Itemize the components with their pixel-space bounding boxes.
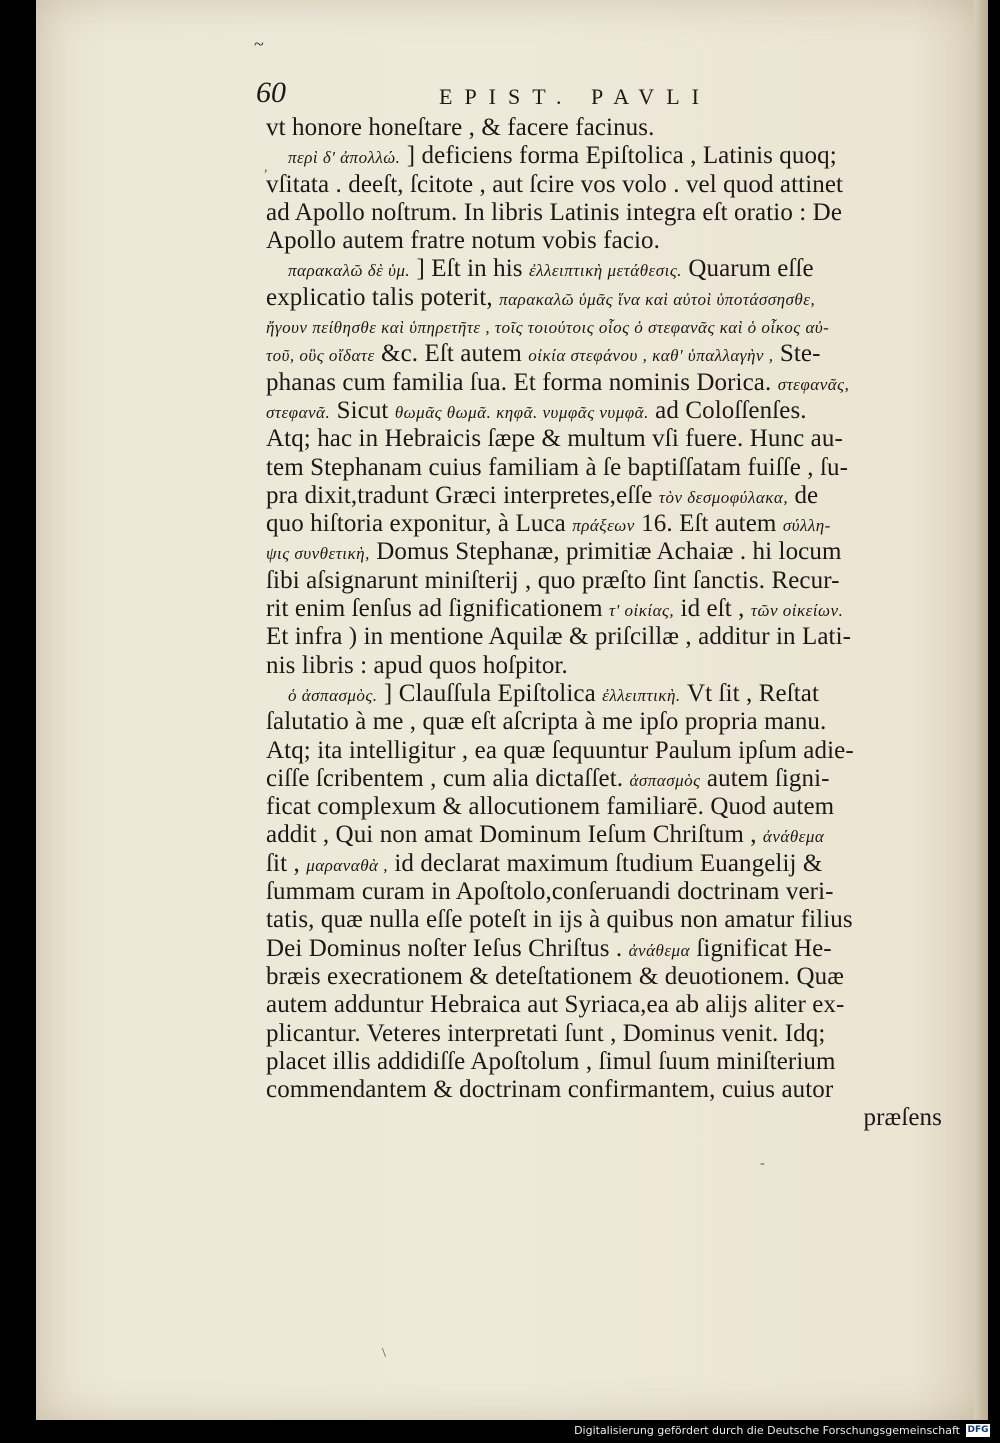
latin-text: vſitata . deeſt, ſcitote , aut ſcire vos volo . vel quod attinet xyxy=(266,170,844,198)
latin-text: id declarat maximum ſtudium Euangelij & xyxy=(387,849,823,877)
greek-text: ἀνάθεμα xyxy=(628,940,691,960)
greek-text: πράξεων xyxy=(572,516,635,536)
latin-text: ſummam curam in Apoſtolo,conſeruandi doctrinam veri- xyxy=(266,878,834,906)
latin-text: &c. Eſt autem xyxy=(374,340,529,368)
latin-text: tem Stephanam cuius familiam à ſe baptiſſatam fuiſſe , ſu- xyxy=(266,453,849,481)
greek-text: θωμᾶς θωμᾶ. κηφᾶ. νυμφᾶς νυμφᾶ. xyxy=(394,402,649,422)
latin-text: tatis, quæ nulla eſſe poteſt in ijs à quibus non amatur filius xyxy=(266,906,853,934)
latin-text: plicantur. Veteres interpretati ſunt , Dominus venit. Idq; xyxy=(266,1019,826,1047)
text-line xyxy=(266,1048,946,1076)
text-line xyxy=(266,199,946,227)
text-line xyxy=(266,906,946,934)
greek-text: ἐλλειπτικὴ μετάθεσις. xyxy=(528,261,682,281)
text-line xyxy=(266,369,946,397)
latin-text: ] deficiens forma Epiſtolica , Latinis quoq; xyxy=(400,142,837,170)
greek-text: περὶ δ' ἀπολλώ. xyxy=(288,148,401,168)
greek-text: οἰκία στεφάνου , καθ' ὑπαλλαγὴν , xyxy=(528,346,774,366)
latin-text: addit , Qui non amat Dominum Ieſum Chriſtum , xyxy=(266,821,763,849)
funding-notice: Digitalisierung gefördert durch die Deutsche Forschungsgemeinschaft xyxy=(574,1424,960,1437)
greek-text: τοῦ, οὓς οἴδατε xyxy=(266,346,375,366)
text-line xyxy=(266,737,946,765)
latin-text: rit enim ſenſus ad ſignificationem xyxy=(266,595,610,623)
text-line xyxy=(266,340,946,368)
greek-text: τὸν δεσμοφύλακα, xyxy=(658,487,789,507)
latin-text: bræis execrationem & deteſtationem & deuotionem. Quæ xyxy=(266,962,844,990)
greek-text: ἤγουν πείθησθε καὶ ὑπηρετῆτε , τοῖς τοιούτοις οἷος ὁ στεφανᾶς καὶ ὁ οἶκος αὐ- xyxy=(266,318,830,338)
greek-text: παρακαλῶ δὲ ὑμ. xyxy=(288,261,411,281)
text-line xyxy=(266,142,946,170)
ink-smudge: ~ xyxy=(254,34,264,54)
greek-text: τ' οἰκίας, xyxy=(609,601,675,621)
text-line xyxy=(266,821,946,849)
greek-text: παρακαλῶ ὑμᾶς ἵνα καὶ αὐτοὶ ὑποτάσσησθε, xyxy=(499,289,816,309)
latin-text: ficat complexum & allocutionem familiarē. Quod autem xyxy=(266,793,835,821)
latin-text: ciſſe ſcribentem , cum alia dictaſſet. xyxy=(266,764,630,792)
latin-text: ] Eſt in his xyxy=(410,255,529,283)
greek-text: ψις συνθετικὴ, xyxy=(266,544,370,564)
ink-mark: , xyxy=(264,160,268,175)
greek-text: μαραναθὰ , xyxy=(306,855,388,875)
latin-text: Atq; hac in Hebraicis ſæpe & multum vſi fuere. Hunc au- xyxy=(266,425,843,453)
page-edge xyxy=(974,0,988,1420)
text-line xyxy=(266,114,946,142)
latin-text: ] Clauſſula Epiſtolica xyxy=(377,679,603,707)
greek-text: ἀνάθεμα xyxy=(762,827,825,847)
text-line xyxy=(266,312,946,340)
text-line xyxy=(266,878,946,906)
greek-text: σύλλη- xyxy=(782,516,831,536)
text-line xyxy=(266,567,946,595)
greek-text: ἀσπασμὸς xyxy=(629,770,701,790)
latin-text: commendantem & doctrinam confirmantem, cuius autor xyxy=(266,1076,834,1104)
latin-text: id eſt , xyxy=(674,595,751,623)
text-line xyxy=(266,623,946,651)
latin-text: 16. Eſt autem xyxy=(634,510,783,538)
ink-mark: \ xyxy=(382,1346,386,1361)
latin-text: autem adduntur Hebraica aut Syriaca,ea ab alijs aliter ex- xyxy=(266,991,845,1019)
latin-text: nis libris : apud quos hoſpitor. xyxy=(266,651,568,679)
latin-text: de xyxy=(788,481,819,509)
text-line xyxy=(266,1076,946,1104)
text-line xyxy=(266,482,946,510)
greek-text: στεφανᾶς, xyxy=(777,374,850,394)
text-line xyxy=(266,935,946,963)
text-line xyxy=(266,284,946,312)
latin-text: ſit , xyxy=(266,849,307,877)
latin-text: Ste- xyxy=(773,340,821,368)
latin-text: ſalutatio à me , quæ eſt aſcripta à me ipſo propria manu. xyxy=(266,708,827,736)
latin-text: ſignificat He- xyxy=(690,934,832,962)
running-title: EPIST. PAVLI xyxy=(439,84,711,109)
text-line xyxy=(266,850,946,878)
greek-text: τῶν οἰκείων. xyxy=(750,601,844,621)
greek-text: ἐλλειπτικὴ. xyxy=(602,685,681,705)
text-line xyxy=(266,425,946,453)
text-line xyxy=(266,991,946,1019)
latin-text: ſibi aſsignarunt miniſterij , quo præſto ſint ſanctis. Recur- xyxy=(266,566,840,594)
running-head xyxy=(256,76,956,116)
latin-text: vt honore honeſtare , & facere facinus. xyxy=(266,114,655,141)
text-line xyxy=(266,227,946,255)
text-line xyxy=(266,793,946,821)
latin-text: Vt ſit , Reſtat xyxy=(680,679,820,707)
text-line xyxy=(266,510,946,538)
latin-text: phanas cum familia ſua. Et forma nominis Dorica. xyxy=(266,368,778,396)
latin-text: ad Apollo noſtrum. In libris Latinis integra eſt oratio : De xyxy=(266,198,843,226)
footer-bar xyxy=(0,1420,1000,1443)
text-line xyxy=(266,171,946,199)
latin-text: Atq; ita intelligitur , ea quæ ſequuntur Paulum ipſum adie- xyxy=(266,736,854,764)
latin-text: Et infra ) in mentione Aquilæ & priſcillæ , additur in Lati- xyxy=(266,623,852,651)
text-line xyxy=(266,595,946,623)
text-line xyxy=(266,538,946,566)
text-line xyxy=(266,1104,946,1132)
latin-text: quo hiſtoria exponitur, à Luca xyxy=(266,510,573,538)
latin-text: ad Coloſſenſes. xyxy=(648,396,807,424)
body-text xyxy=(266,114,946,1133)
text-line xyxy=(266,1020,946,1048)
latin-text: placet illis addidiſſe Apoſtolum , ſimul ſuum miniſterium xyxy=(266,1047,836,1075)
latin-text: præſens xyxy=(863,1104,942,1132)
latin-text: Dei Dominus noſter Ieſus Chriſtus . xyxy=(266,934,629,962)
dfg-logo: DFG xyxy=(967,1425,989,1435)
latin-text: Apollo autem fratre notum vobis facio. xyxy=(266,227,660,255)
text-line xyxy=(266,963,946,991)
text-line xyxy=(266,255,946,283)
ink-mark: - xyxy=(760,1156,765,1171)
page-number: 60 xyxy=(256,76,286,109)
greek-text: στεφανᾶ. xyxy=(266,402,331,422)
text-line xyxy=(266,708,946,736)
text-line xyxy=(266,765,946,793)
text-line xyxy=(266,454,946,482)
text-line xyxy=(266,680,946,708)
latin-text: Quarum eſſe xyxy=(682,255,814,283)
greek-text: ὁ ἀσπασμὸς. xyxy=(288,685,378,705)
latin-text: pra dixit,tradunt Græci interpretes,eſſe xyxy=(266,481,659,509)
latin-text: explicatio talis poterit, xyxy=(266,283,500,311)
latin-text: Sicut xyxy=(330,396,395,424)
latin-text: autem ſigni- xyxy=(700,764,830,792)
text-line xyxy=(266,652,946,680)
latin-text: Domus Stephanæ, primitiæ Achaiæ . hi locum xyxy=(369,538,842,566)
text-line xyxy=(266,397,946,425)
